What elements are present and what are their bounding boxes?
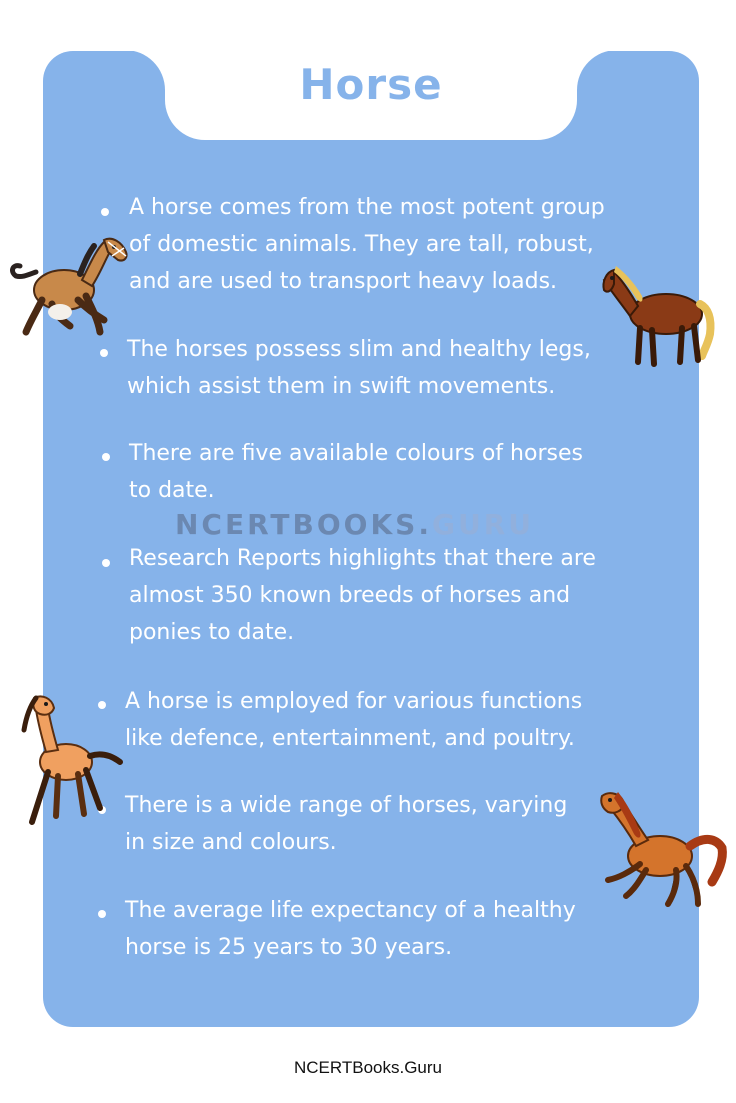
bullet-dot-icon	[101, 208, 109, 216]
prancing-horse-icon	[594, 786, 728, 912]
fact-text: Research Reports highlights that there are almost 350 known breeds of horses and ponies to date.	[129, 546, 596, 645]
bullet-dot-icon	[102, 559, 110, 567]
page-title: Horse	[299, 60, 443, 109]
bullet-dot-icon	[98, 910, 106, 918]
running-horse-icon	[8, 228, 132, 340]
bullet-dot-icon	[102, 453, 110, 461]
fact-text: The horses possess slim and healthy legs, which assist them in swift movements.	[127, 337, 591, 399]
tan-horse-icon	[12, 690, 126, 826]
fact-text: There are five available colours of horses to date.	[129, 441, 583, 503]
fact-text: A horse is employed for various functions like defence, entertainment, and poultry.	[125, 689, 583, 751]
footer-site-name: NCERTBooks.Guru	[293, 1058, 442, 1077]
fact-text: The average life expectancy of a healthy horse is 25 years to 30 years.	[125, 898, 576, 960]
fact-text: There is a wide range of horses, varying in size and colours.	[125, 793, 568, 855]
standing-horse-icon	[600, 258, 718, 370]
fact-text: A horse comes from the most potent group of domestic animals. They are tall, robust, and are used to transport heavy loads.	[129, 195, 605, 294]
bullet-dot-icon	[100, 349, 108, 357]
watermark	[175, 508, 534, 541]
watermark-accent: GURU	[431, 508, 534, 541]
watermark-main: NCERTBOOKS.	[175, 508, 432, 541]
